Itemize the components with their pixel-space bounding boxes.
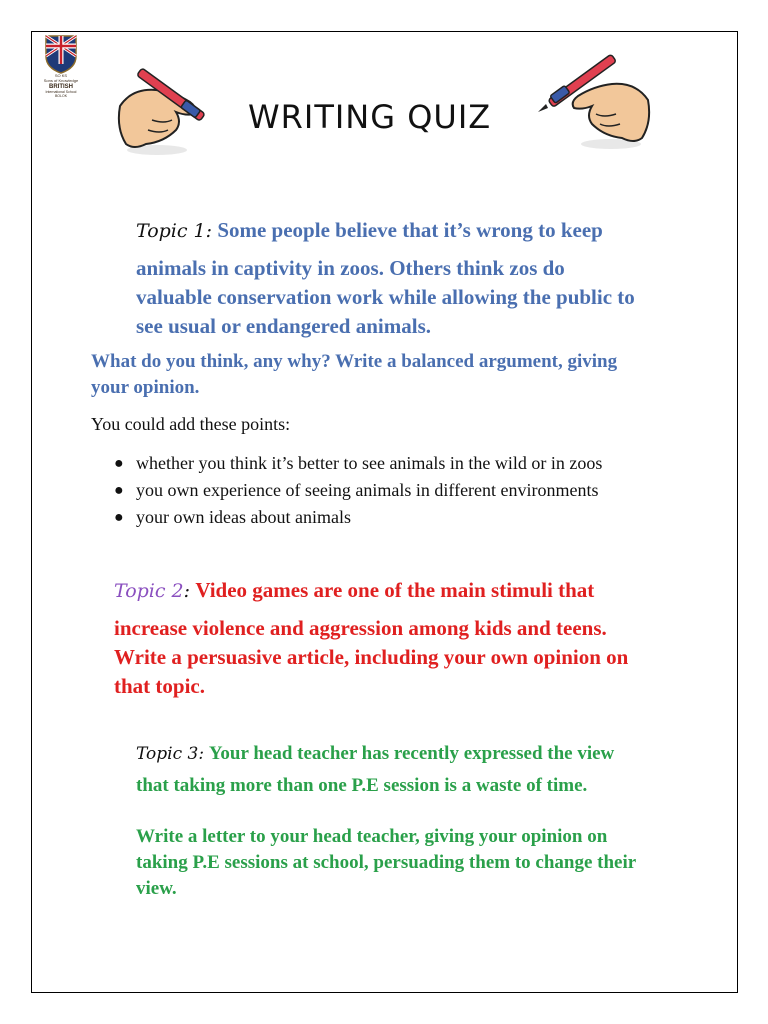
topic1-separator: : xyxy=(205,220,213,242)
bullet-icon: ● xyxy=(114,509,124,526)
shield-flag-icon xyxy=(36,34,86,74)
topic2-line1: Video games are one of the main stimuli that xyxy=(195,578,595,602)
bullet-icon: ● xyxy=(114,482,124,499)
topic1-heading xyxy=(136,218,603,243)
logo-line1: Sons of Knowledge xyxy=(43,78,79,83)
topic1-question-line2: your opinion. xyxy=(91,377,200,398)
logo-line2: BRITISH xyxy=(49,84,73,90)
topic2-line4: that topic. xyxy=(114,674,205,698)
point-text: whether you think it’s better to see animals in the wild or in zoos xyxy=(136,453,603,473)
list-item xyxy=(108,504,602,531)
logo-line3: International School xyxy=(45,90,77,94)
topic2-line2: increase violence and aggression among kids and teens. xyxy=(114,616,607,640)
list-item xyxy=(108,450,602,477)
point-text: your own ideas about animals xyxy=(136,507,351,527)
bullet-icon: ● xyxy=(114,455,124,472)
topic1-label: Topic 1 xyxy=(136,220,206,242)
points-intro: You could add these points: xyxy=(91,414,291,434)
topic2-line3: Write a persuasive article, including your own opinion on xyxy=(114,645,629,669)
topic3-line1: Your head teacher has recently expressed the view xyxy=(208,743,615,764)
topic1-line2: animals in captivity in zoos. Others think zos do xyxy=(136,256,565,280)
topic3-task-line3: view. xyxy=(136,878,177,899)
topic1-line4: see usual or endangered animals. xyxy=(136,314,432,338)
topic2-label: Topic 2 xyxy=(114,580,184,602)
topic1-question-line1: What do you think, any why? Write a balanced argument, giving xyxy=(91,351,618,372)
topic2-separator: : xyxy=(183,580,191,602)
topic3-separator: : xyxy=(198,744,205,764)
point-text: you own experience of seeing animals in different environments xyxy=(136,480,599,500)
topic3-line2: that taking more than one P.E session is a waste of time. xyxy=(136,775,588,796)
topic3-task-line2: taking P.E sessions at school, persuading them to change their xyxy=(136,852,637,873)
hand-writing-right-icon xyxy=(536,52,656,152)
topic3-task-line1: Write a letter to your head teacher, giving your opinion on xyxy=(136,826,608,847)
topic1-line3: valuable conservation work while allowing the public to xyxy=(136,285,635,309)
topic2-heading xyxy=(114,578,594,603)
topic1-line1: Some people believe that it’s wrong to keep xyxy=(217,218,603,242)
list-item xyxy=(108,477,602,504)
topic3-label: Topic 3 xyxy=(136,744,199,764)
page-title: WRITING QUIZ xyxy=(248,98,492,136)
hand-writing-left-icon xyxy=(112,58,232,158)
topic3-heading xyxy=(136,743,614,765)
points-list xyxy=(108,450,602,531)
school-logo xyxy=(36,34,86,98)
logo-line4: BOLOK xyxy=(54,94,68,98)
logo-mark: SO KS xyxy=(54,73,68,78)
